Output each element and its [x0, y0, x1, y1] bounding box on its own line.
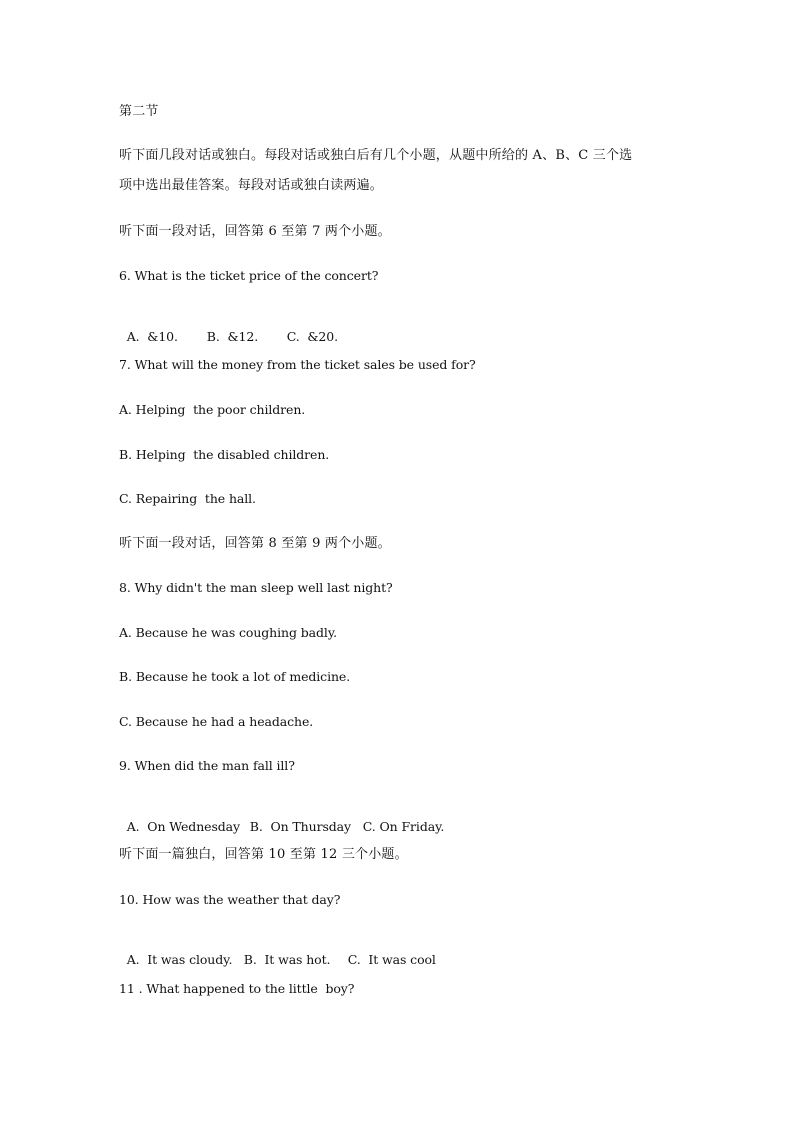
option-a: A. On Wednesday: [126, 819, 240, 834]
options-row: [119, 803, 444, 835]
option-b: B. Helping the disabled children.: [119, 447, 330, 462]
question-stem: 10. How was the weather that day?: [119, 892, 341, 907]
option-a: A. It was cloudy.: [126, 952, 233, 967]
question-stem: 7. What will the money from the ticket sales be used for?: [119, 357, 476, 372]
option-c: C. Because he had a headache.: [119, 714, 314, 729]
option-a: A. Helping the poor children.: [119, 402, 306, 417]
option-b: B. On Thursday: [249, 819, 351, 834]
option-a: A. Because he was coughing badly.: [119, 625, 337, 640]
options-row: [119, 936, 436, 968]
option-c: C. On Friday.: [362, 819, 445, 834]
question-stem: 11 . What happened to the little boy?: [119, 981, 355, 996]
option-c: C. It was cool: [347, 952, 436, 967]
option-c: C. Repairing the hall.: [119, 491, 256, 506]
question-stem: 8. Why didn't the man sleep well last night?: [119, 580, 393, 595]
group-intro: 听下面一篇独白，回答第 10 至第 12 三个小题。: [119, 847, 408, 862]
option-b: B. &12.: [206, 329, 259, 344]
option-b: B. Because he took a lot of medicine.: [119, 669, 351, 684]
instructions-line-2: 项中选出最佳答案。每段对话或独白读两遍。: [119, 178, 384, 193]
section-title: 第二节: [119, 104, 159, 119]
group-intro: 听下面一段对话，回答第 6 至第 7 两个小题。: [119, 224, 391, 239]
option-b: B. It was hot.: [243, 952, 331, 967]
options-row: [119, 313, 338, 345]
question-stem: 6. What is the ticket price of the concert?: [119, 268, 379, 283]
option-c: C. &20.: [286, 329, 338, 344]
instructions-line-1: 听下面几段对话或独白。每段对话或独白后有几个小题，从题中所给的 A、B、C 三个选: [119, 148, 633, 163]
option-a: A. &10.: [126, 329, 178, 344]
question-stem: 9. When did the man fall ill?: [119, 758, 295, 773]
group-intro: 听下面一段对话，回答第 8 至第 9 两个小题。: [119, 536, 391, 551]
